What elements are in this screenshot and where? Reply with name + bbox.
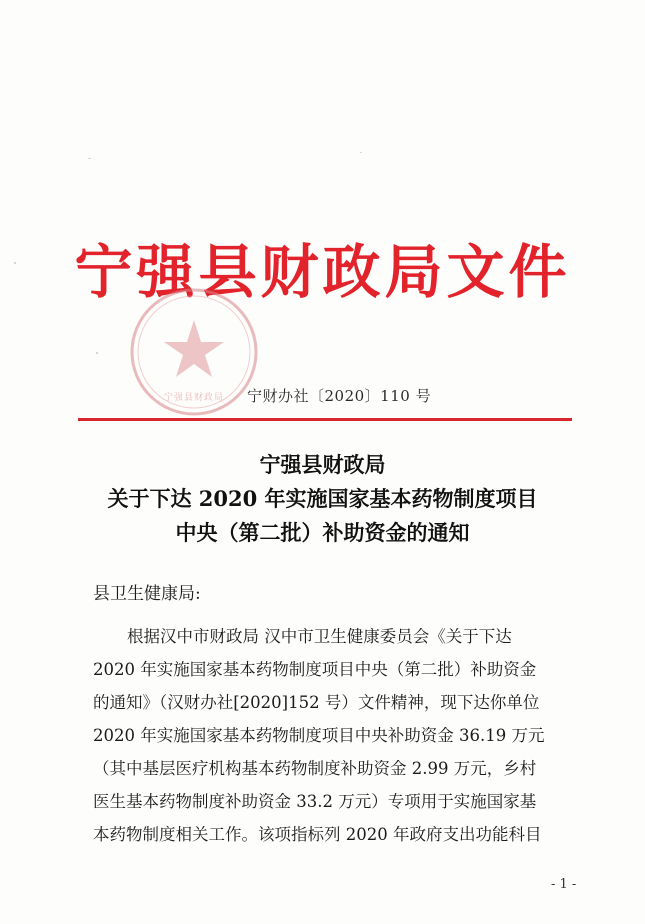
issuer-heading: 宁强县财政局文件	[74, 238, 571, 306]
body-line: 医生基本药物制度补助资金 33.2 万元）专项用于实施国家基	[93, 792, 537, 811]
body-line: 的通知》（汉财办社[2020]152 号）文件精神，现下达你单位	[93, 693, 540, 712]
scan-speck	[360, 152, 362, 153]
salutation: 县卫生健康局:	[93, 584, 201, 604]
page-number: - 1 -	[551, 877, 577, 892]
body-line: 2020 年实施国家基本药物制度项目中央补助资金 36.19 万元	[93, 726, 545, 745]
body-line: 本药物制度相关工作。该项指标列 2020 年政府支出功能科目	[93, 825, 542, 844]
title-line-subject: 关于下达 2020 年实施国家基本药物制度项目	[107, 486, 538, 511]
red-divider-rule	[78, 418, 572, 421]
document-number: 宁财办社〔2020〕110 号	[247, 387, 432, 405]
title-line-issuer: 宁强县财政局	[259, 452, 386, 477]
document-title	[0, 448, 645, 550]
body-line: （其中基层医疗机构基本药物制度补助资金 2.99 万元，乡村	[93, 759, 537, 778]
official-seal-icon	[126, 284, 262, 420]
scan-speck	[88, 158, 91, 159]
body-line: 根据汉中市财政局 汉中市卫生健康委员会《关于下达	[127, 627, 512, 646]
title-line-detail: 中央（第二批）补助资金的通知	[175, 520, 470, 545]
seal-text: 宁强县财政局	[163, 393, 225, 403]
scan-speck	[96, 352, 98, 354]
body-paragraph	[93, 620, 593, 851]
body-line: 2020 年实施国家基本药物制度项目中央（第二批）补助资金	[93, 660, 537, 679]
